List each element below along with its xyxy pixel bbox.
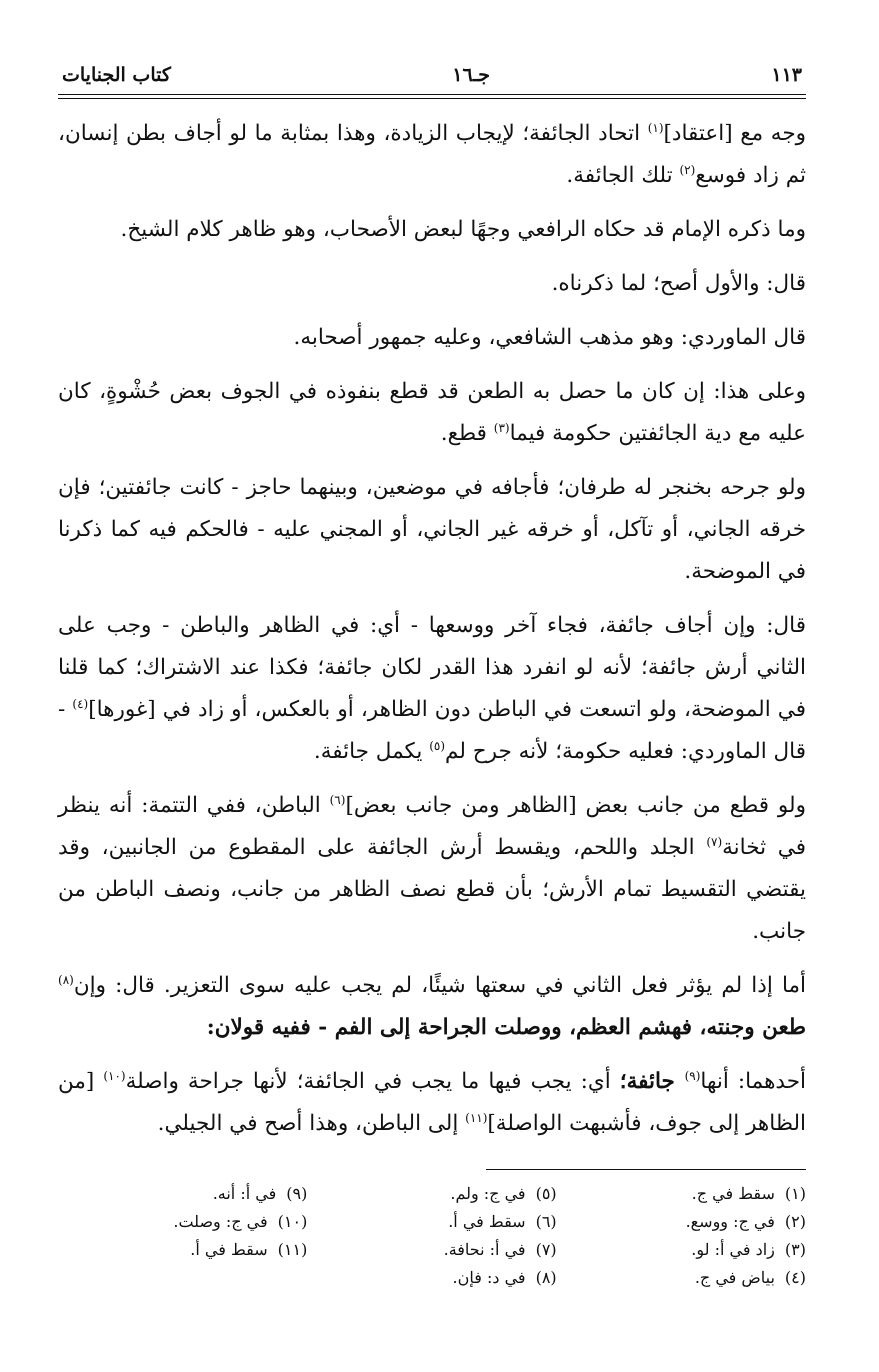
footnote-text: في ج: وصلت.	[173, 1212, 268, 1231]
text-run: أما إذا لم يؤثر فعل الثاني في سعتها شيئًا، لم يجب عليه سوى التعزير. قال: وإن	[73, 973, 806, 998]
footnote-text: في أ: نحافة.	[443, 1240, 526, 1259]
book-title: كتاب الجنايات	[62, 64, 171, 86]
footnote-rule	[486, 1169, 806, 1170]
footnote	[58, 1208, 307, 1236]
paragraph	[58, 785, 806, 953]
text-run: الباطن، ففي التتمة: أنه ينظر في ثخانة	[58, 793, 806, 860]
footnote-number: (٤)	[784, 1268, 806, 1287]
footnotes	[58, 1180, 806, 1292]
text-run: أي: يجب فيها ما يجب في الجائفة؛ لأنها جراحة واصلة	[125, 1069, 620, 1094]
footnote-marker: (٣)	[493, 420, 510, 435]
footnote-marker: (١)	[647, 120, 664, 135]
header-rule	[58, 94, 806, 99]
footnote-marker: (٥)	[429, 738, 446, 753]
text-run: وما ذكره الإمام قد حكاه الرافعي وجهًا لبعض الأصحاب، وهو ظاهر كلام الشيخ.	[120, 217, 806, 242]
footnote-number: (١)	[784, 1184, 806, 1203]
footnote-number: (٧)	[535, 1240, 557, 1259]
text-run: إلى الباطن، وهذا أصح في الجيلي.	[157, 1111, 466, 1136]
running-header	[58, 64, 806, 94]
paragraph	[58, 209, 806, 251]
page-number: ١١٣	[771, 64, 802, 86]
paragraph	[58, 317, 806, 359]
footnote-text: زاد في أ: لو.	[691, 1240, 775, 1259]
footnote-text: سقط في أ.	[190, 1240, 268, 1259]
footnote	[557, 1208, 806, 1236]
footnote-marker: (٤)	[72, 696, 89, 711]
footnote-number: (٦)	[535, 1212, 557, 1231]
footnote-text: في ج: ولم.	[450, 1184, 526, 1203]
footnote-number: (٥)	[535, 1184, 557, 1203]
footnote-number: (١٠)	[277, 1212, 308, 1231]
footnote	[557, 1236, 806, 1264]
footnote-marker: (٩)	[684, 1068, 701, 1083]
footnote-number: (٢)	[784, 1212, 806, 1231]
text-run: ولو قطع من جانب بعض [الظاهر ومن جانب بعض]	[345, 793, 806, 818]
paragraph	[58, 371, 806, 455]
footnote	[557, 1264, 806, 1292]
text-run: قال: والأول أصح؛ لما ذكرناه.	[551, 271, 806, 296]
main-text	[58, 113, 806, 1145]
footnote	[307, 1208, 556, 1236]
text-run: جائفة؛	[619, 1069, 685, 1094]
book-page	[58, 64, 806, 1292]
text-run: الجلد واللحم، ويقسط أرش الجائفة على المقطوع من الجانبين، وقد يقتضي التقسيط تمام الأرش؛ بأن قطع نصف الظاهر من جانب، ونصف الباطن من جانب.	[58, 835, 806, 944]
footnote-column	[557, 1180, 806, 1292]
volume-label: جـ١٦	[452, 64, 490, 86]
text-run: يكمل جائفة.	[313, 739, 430, 764]
text-run: قال الماوردي: وهو مذهب الشافعي، وعليه جمهور أصحابه.	[293, 325, 806, 350]
text-run: اتحاد الجائفة؛ لإيجاب الزيادة، وهذا بمثابة ما لو أجاف بطن إنسان، ثم زاد فوسع	[58, 121, 806, 188]
footnote-text: في د: فإن.	[452, 1268, 526, 1287]
footnote	[58, 1180, 307, 1208]
footnote-marker: (٧)	[706, 834, 723, 849]
footnote-text: في أ: أنه.	[212, 1184, 277, 1203]
footnote	[58, 1236, 307, 1264]
footnote-text: في ج: ووسع.	[685, 1212, 775, 1231]
footnote	[307, 1264, 556, 1292]
footnote-text: بياض في ج.	[694, 1268, 775, 1287]
text-run: طعن وجنته، فهشم العظم، ووصلت الجراحة إلى الفم - ففيه قولان:	[206, 1015, 806, 1040]
text-run: قال: وإن أجاف جائفة، فجاء آخر ووسعها - أي: في الظاهر والباطن - وجب على الثاني أرش جائفة؛ لأنه لو انفرد هذا القدر لكان جائفة؛ فكذا عند الاشتراك؛ كما قلنا في الموضحة، ولو اتسعت في الباطن دون الظاهر، أو بالعكس، أو زاد في [غورها]	[58, 613, 806, 722]
text-run: - قال الماوردي: فعليه حكومة؛ لأنه جرح لم	[58, 697, 806, 764]
text-run: وعلى هذا: إن كان ما حصل به الطعن قد قطع بنفوذه في الجوف بعض حُشْوةٍ، كان عليه مع دية الجائفتين حكومة فيما	[58, 379, 806, 446]
footnote-column	[307, 1180, 556, 1292]
footnote-marker: (٢)	[679, 162, 696, 177]
footnote	[307, 1236, 556, 1264]
text-run: [من الظاهر إلى جوف، فأشبهت الواصلة]	[58, 1069, 806, 1136]
text-run: ولو جرحه بخنجر له طرفان؛ فأجافه في موضعين، وبينهما حاجز - كانت جائفتين؛ فإن خرقه الجاني، أو تآكل، أو خرقه غير الجاني، أو المجني عليه - فالحكم فيه كما ذكرنا في الموضحة.	[58, 475, 806, 584]
footnote-text: سقط في أ.	[448, 1212, 526, 1231]
paragraph	[58, 965, 806, 1049]
footnote-marker: (١١)	[465, 1110, 488, 1125]
footnote-marker: (٨)	[58, 972, 74, 987]
text-run: وجه مع [اعتقاد]	[663, 121, 806, 146]
text-run: أحدهما: أنها	[700, 1069, 806, 1094]
footnote-number: (٩)	[286, 1184, 308, 1203]
footnote-marker: (١٠)	[103, 1068, 126, 1083]
footnote-number: (١١)	[277, 1240, 308, 1259]
footnote-number: (٣)	[784, 1240, 806, 1259]
footnote-number: (٨)	[535, 1268, 557, 1287]
footnote	[307, 1180, 556, 1208]
footnote	[557, 1180, 806, 1208]
paragraph	[58, 263, 806, 305]
text-run: قطع.	[440, 421, 494, 446]
paragraph	[58, 1061, 806, 1145]
paragraph	[58, 467, 806, 593]
footnote-column	[58, 1180, 307, 1292]
paragraph	[58, 113, 806, 197]
footnote-text: سقط في ج.	[691, 1184, 775, 1203]
paragraph	[58, 605, 806, 773]
text-run: تلك الجائفة.	[566, 163, 680, 188]
footnote-marker: (٦)	[329, 792, 346, 807]
